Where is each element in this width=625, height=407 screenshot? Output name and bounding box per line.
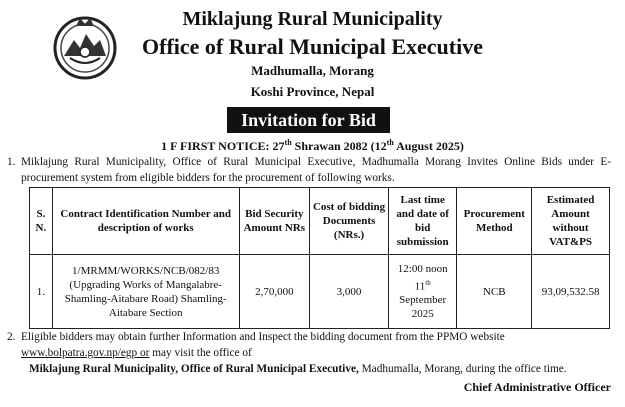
cell-day: 11 — [414, 280, 426, 293]
paragraph-text: Eligible bidders may obtain further Information and Inspect the bidding document from the PPMO website — [21, 331, 505, 343]
cell-time: 12:00 noon — [397, 262, 448, 275]
cell-security: 2,70,000 — [239, 255, 310, 329]
cell-cost: 3,000 — [310, 255, 389, 329]
paragraph-number: 1. — [7, 156, 16, 168]
cell-contract: 1/MRMM/WORKS/NCB/082/83 (Upgrading Works of Mangalabre-Shamling-Aitabare Road) Shamling-Aitabare Section — [52, 255, 239, 329]
table-row — [30, 255, 610, 329]
header-cost: Cost of bidding Documents (NRs.) — [310, 188, 389, 255]
cell-day-suffix: th — [425, 278, 431, 287]
cell-month: September — [399, 294, 447, 307]
signoff: Chief Administrative Officer — [463, 380, 611, 394]
ppmo-website-link[interactable]: www.bolpatra.gov.np/egp or — [21, 347, 150, 359]
cell-year: 2025 — [411, 308, 434, 321]
address-line-2: Koshi Province, Nepal — [250, 84, 375, 99]
cell-sn: 1. — [30, 255, 53, 329]
office-name: Office of Rural Municipal Executive — [142, 34, 483, 59]
paragraph-1 — [7, 154, 611, 186]
header-contract: Contract Identification Number and description of works — [52, 188, 239, 255]
document-header — [0, 0, 625, 106]
paragraph-number: 2. — [7, 331, 16, 343]
bid-table — [29, 187, 610, 329]
header-last-time: Last time and date of bid submission — [388, 188, 456, 255]
invitation-banner: Invitation for Bid — [227, 107, 390, 133]
cell-last-time — [388, 255, 456, 329]
paragraph-3 — [29, 363, 567, 375]
notice-line: 1 F FIRST NOTICE: 27th Shrawan 2082 (12th August 2025) — [161, 138, 464, 153]
office-bold-text: Miklajung Rural Municipality, Office of Rural Municipal Executive, — [29, 363, 359, 375]
header-method: Procurement Method — [457, 188, 532, 255]
header-security: Bid Security Amount NRs — [239, 188, 310, 255]
table-header-row — [30, 188, 610, 255]
paragraph-2 — [7, 329, 611, 361]
paragraph-text-after: may visit the office of — [149, 347, 252, 359]
office-time-text: Madhumalla, Morang, during the office time. — [358, 363, 567, 375]
cell-estimated: 93,09,532.58 — [532, 255, 610, 329]
org-name: Miklajung Rural Municipality — [182, 8, 443, 30]
paragraph-text: Miklajung Rural Municipality, Office of Rural Municipal Executive, Madhumalla Morang Invites Online Bids under E-procurement system from eligible bidders for the procurement of following works. — [21, 156, 611, 184]
header-estimated: Estimated Amount without VAT&PS — [532, 188, 610, 255]
cell-method: NCB — [457, 255, 532, 329]
header-sn: S. N. — [30, 188, 53, 255]
address-line-1: Madhumalla, Morang — [251, 63, 374, 78]
